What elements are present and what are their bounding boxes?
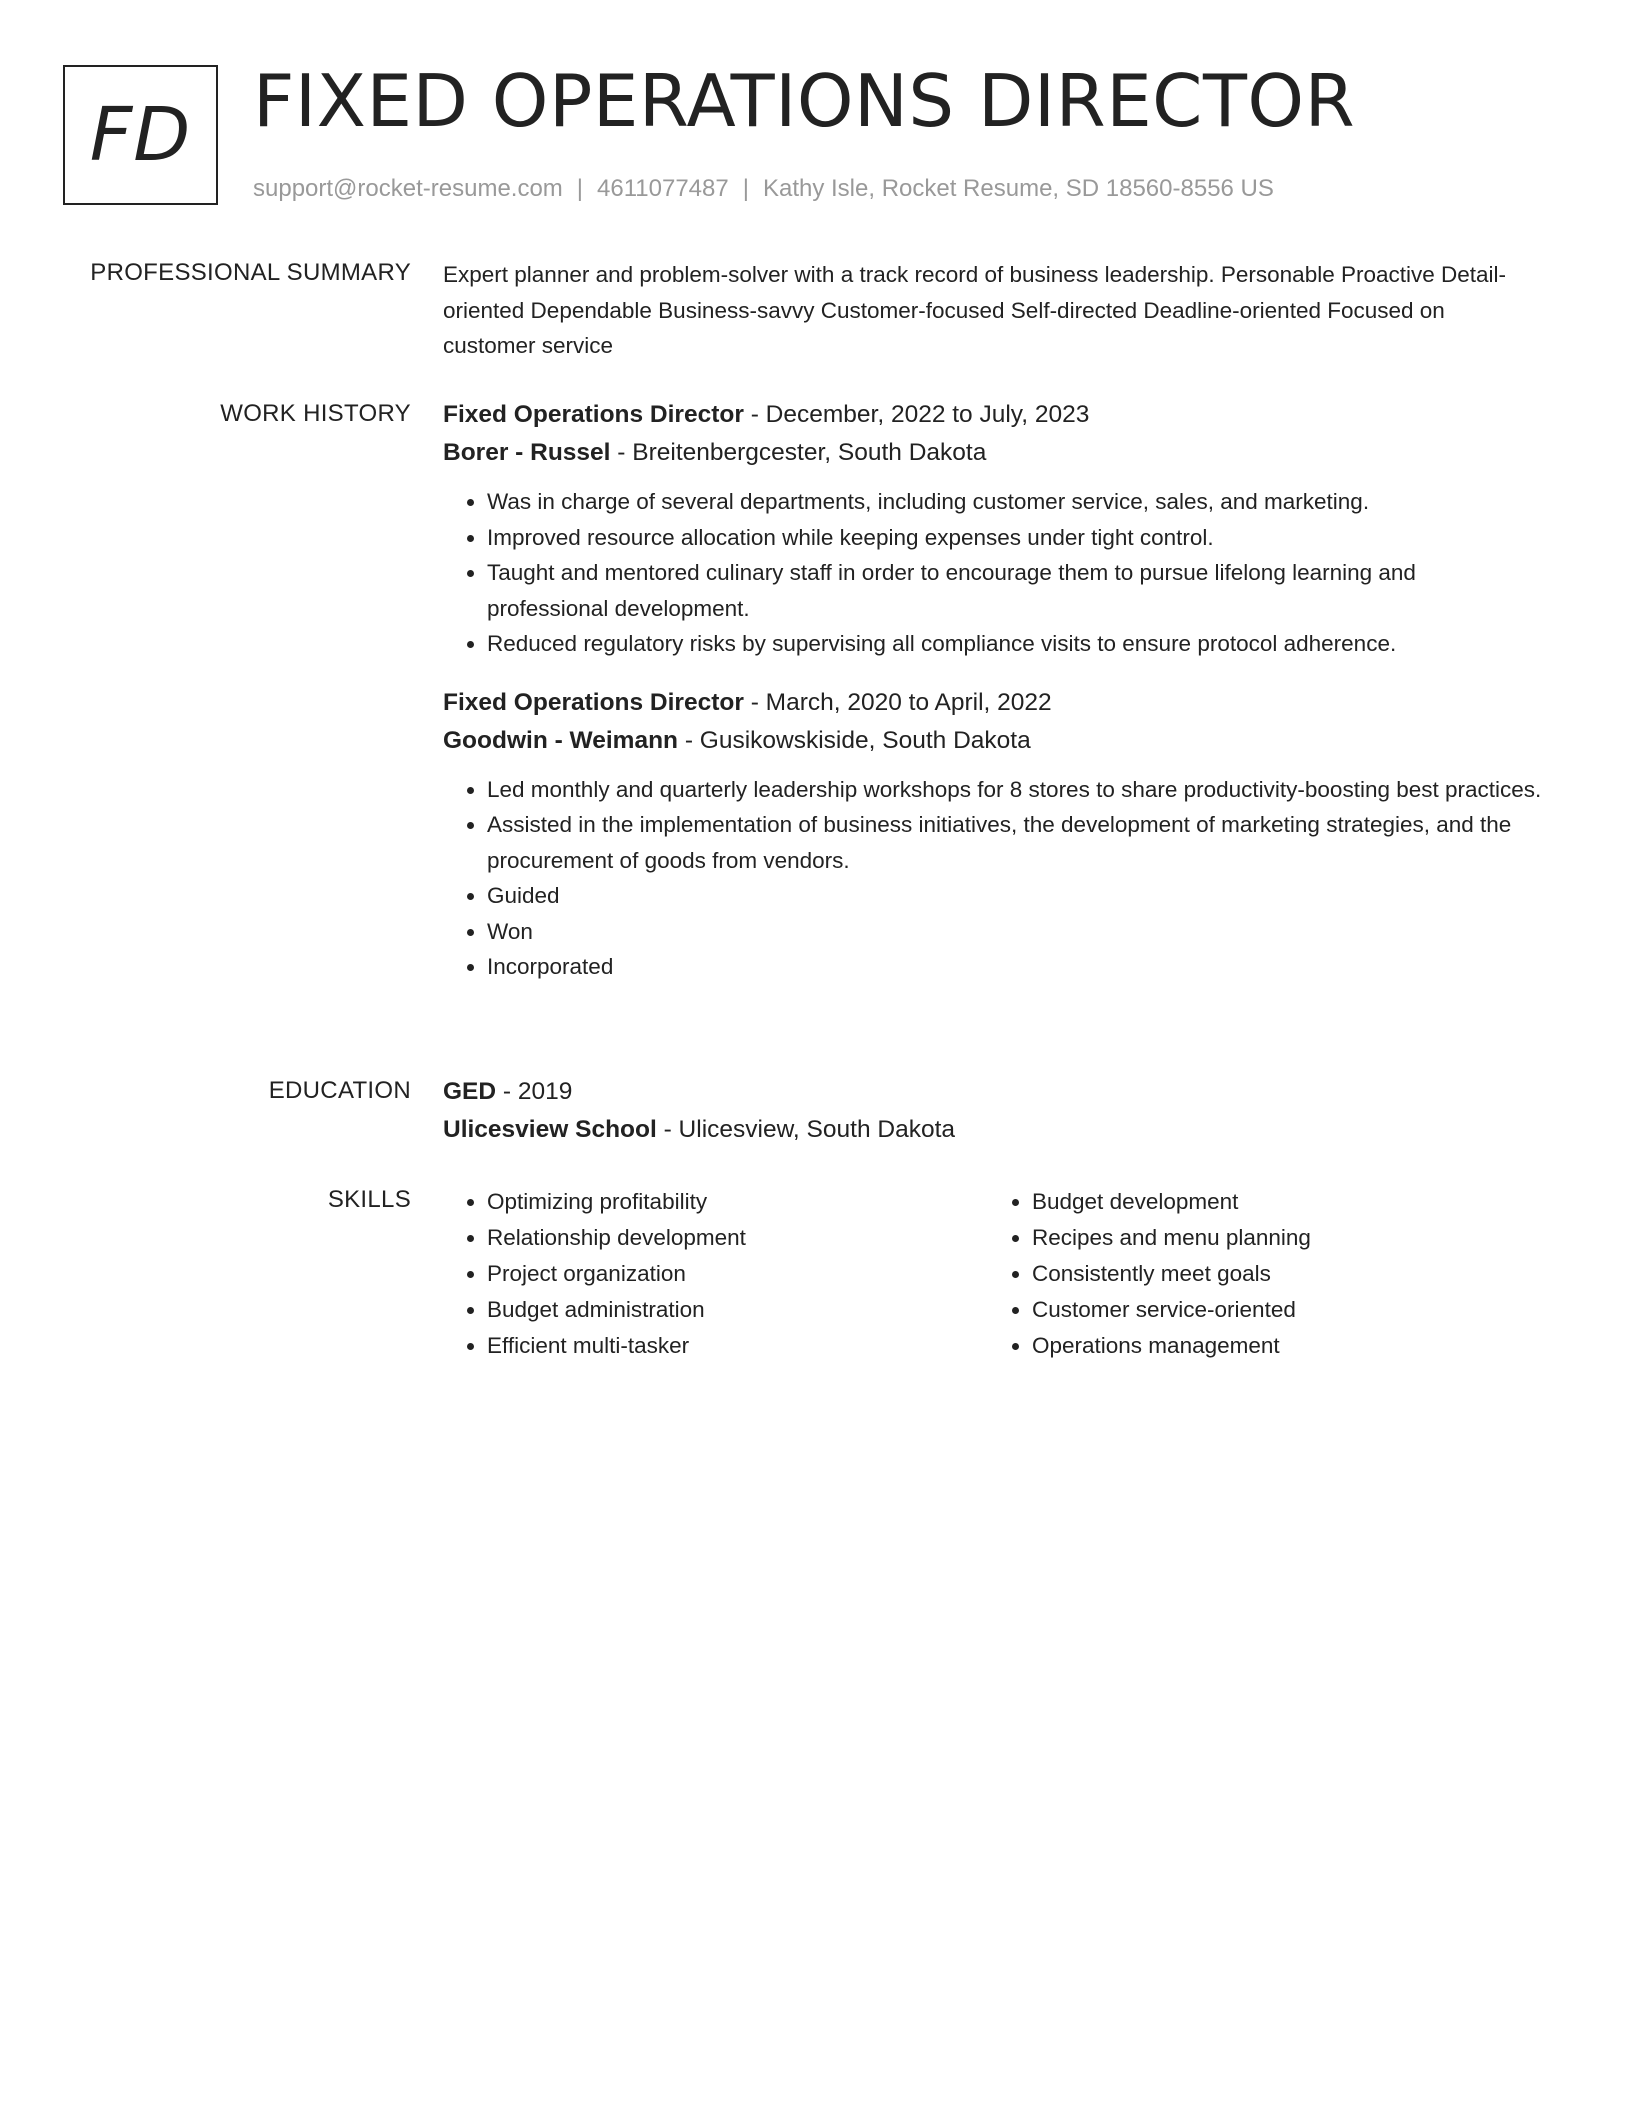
job-bullet: • Incorporated (487, 949, 1543, 985)
skills-column-right (988, 1184, 1533, 1364)
job-bullet: • Taught and mentored culinary staff in order to encourage them to pursue lifelong learning and professional development. (487, 555, 1543, 626)
education-year: - 2019 (502, 1078, 573, 1105)
education-degree: GED (443, 1078, 497, 1105)
contact-phone: 4611077487 (597, 175, 729, 202)
job-entry (443, 396, 1543, 662)
skill-item: • Consistently meet goals (1032, 1256, 1533, 1292)
skill-item: • Budget administration (487, 1292, 988, 1328)
job-location: - Breitenbergcester, South Dakota (617, 439, 987, 466)
job-location: - Gusikowskiside, South Dakota (684, 726, 1031, 754)
job-bullet: • Guided (487, 878, 1543, 914)
job-bullet: • Improved resource allocation while keeping expenses under tight control. (487, 520, 1543, 556)
job-dates: - March, 2020 to April, 2022 (750, 688, 1052, 716)
work-history-body (443, 396, 1543, 985)
skill-item: • Operations management (1032, 1328, 1533, 1364)
job-company-line (443, 722, 1543, 760)
job-title-line (443, 396, 1543, 434)
resume-title: FIXED OPERATIONS DIRECTOR (253, 59, 1356, 143)
job-bullet: • Led monthly and quarterly leadership workshops for 8 stores to share productivity-boosting best practices. (487, 772, 1543, 808)
contact-separator: | (742, 175, 749, 202)
job-title-line (443, 684, 1543, 722)
skill-item: • Recipes and menu planning (1032, 1220, 1533, 1256)
education-school-line (443, 1111, 1543, 1149)
skill-item: • Efficient multi-tasker (487, 1328, 988, 1364)
job-bullet: • Won (487, 914, 1543, 950)
monogram-initials: FD (89, 92, 192, 178)
skill-item: • Customer service-oriented (1032, 1292, 1533, 1328)
summary-body (443, 257, 1543, 364)
section-label-work-history: WORK HISTORY (220, 400, 411, 427)
skills-column-left (443, 1184, 988, 1364)
job-company-line (443, 434, 1543, 472)
job-company: Borer - Russel (443, 439, 611, 466)
contact-separator: | (576, 175, 584, 202)
job-bullet: • Reduced regulatory risks by supervising all compliance visits to ensure protocol adherence. (487, 626, 1543, 662)
job-entry (443, 684, 1543, 985)
job-bullet: • Assisted in the implementation of business initiatives, the development of marketing strategies, and the procurement of goods from vendors. (487, 807, 1543, 878)
skills-grid (443, 1184, 1543, 1364)
skill-item: • Optimizing profitability (487, 1184, 988, 1220)
monogram-box (63, 65, 218, 205)
job-bullet: • Was in charge of several departments, including customer service, sales, and marketing. (487, 484, 1543, 520)
skill-item: • Budget development (1032, 1184, 1533, 1220)
section-label-skills: SKILLS (327, 1186, 411, 1213)
job-title: Fixed Operations Director (443, 688, 744, 716)
skills-body (443, 1184, 1543, 1364)
job-dates: - December, 2022 to July, 2023 (750, 401, 1090, 428)
skills-list (988, 1184, 1533, 1364)
skill-item: • Project organization (487, 1256, 988, 1292)
education-location: - Ulicesview, South Dakota (663, 1116, 955, 1143)
summary-text: Expert planner and problem-solver with a track record of business leadership. Personable Proactive Detail-oriented Dependable Business-savvy Customer-focused Self-directed Deadline-oriented Focused on customer service (443, 262, 1507, 358)
job-bullets (443, 772, 1543, 985)
job-company: Goodwin - Weimann (443, 726, 679, 754)
contact-address: Kathy Isle, Rocket Resume, SD 18560-8556 US (762, 175, 1274, 202)
job-bullets (443, 484, 1543, 662)
section-label-summary: PROFESSIONAL SUMMARY (90, 259, 411, 286)
job-title: Fixed Operations Director (443, 401, 744, 428)
contact-line (253, 172, 1274, 206)
section-label-education: EDUCATION (268, 1077, 411, 1104)
skills-list (443, 1184, 988, 1364)
education-body (443, 1073, 1543, 1149)
contact-email: support@rocket-resume.com (253, 175, 563, 202)
skill-item: • Relationship development (487, 1220, 988, 1256)
education-school: Ulicesview School (443, 1116, 657, 1143)
education-degree-line (443, 1073, 1543, 1111)
